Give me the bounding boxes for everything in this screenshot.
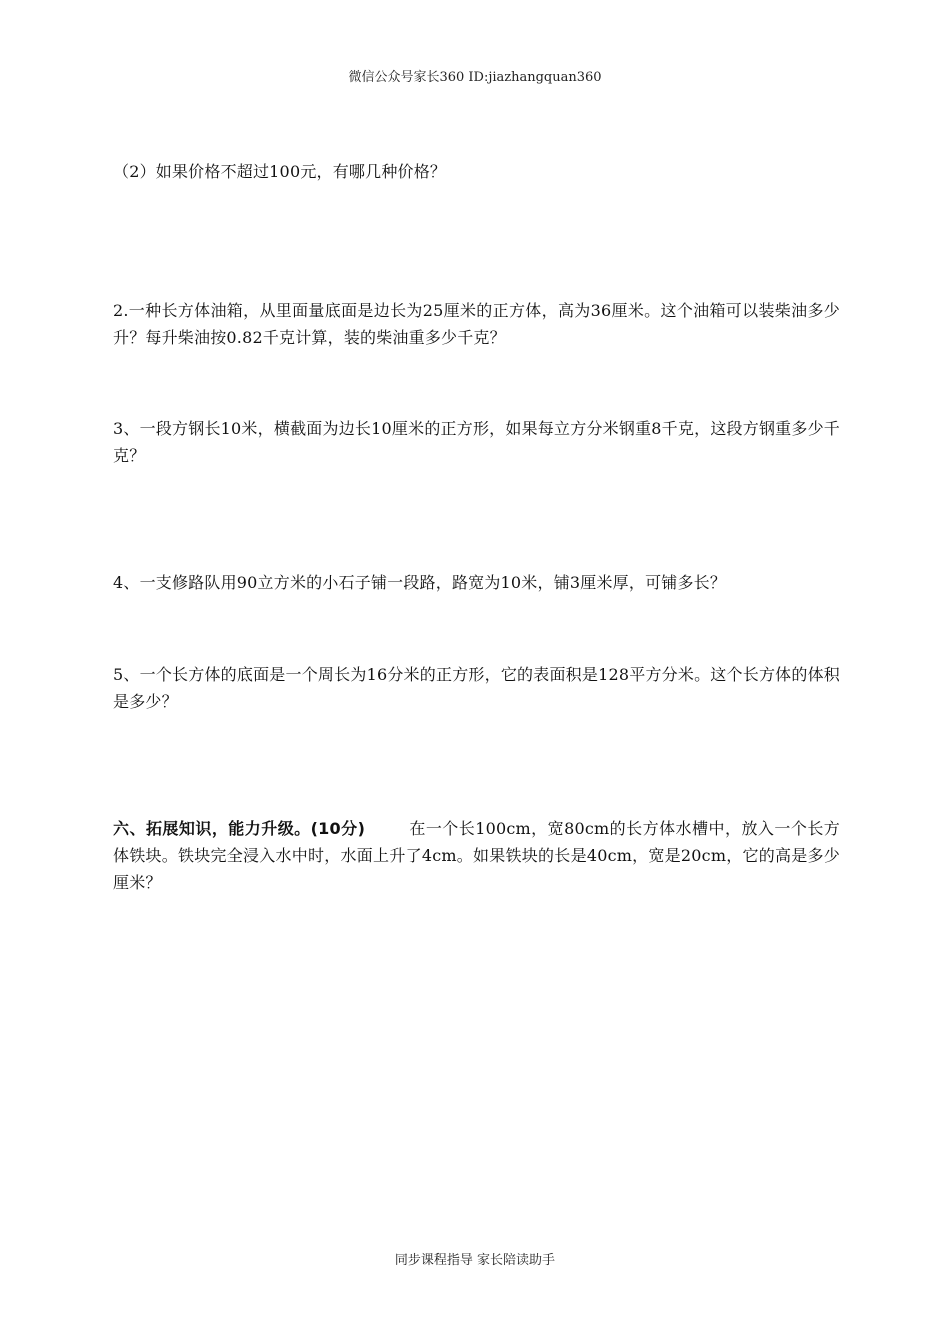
question-3: 3、一段方钢长10米，横截面为边长10厘米的正方形，如果每立方分米钢重8千克，这段方钢重多少千克？	[113, 419, 840, 465]
question-5: 5、一个长方体的底面是一个周长为16分米的正方形，它的表面积是128平方分米。这个长方体的体积是多少？	[113, 665, 840, 711]
question-4: 4、一支修路队用90立方米的小石子铺一段路，路宽为10米，铺3厘米厚，可铺多长？	[113, 573, 727, 592]
section-6-title: 六、拓展知识，能力升级。(10分)	[113, 819, 366, 838]
question-1-part-2: （2）如果价格不超过100元，有哪几种价格？	[113, 162, 447, 181]
page-footer: 同步课程指导 家长陪读助手	[394, 1253, 556, 1268]
question-2: 2.一种长方体油箱，从里面量底面是边长为25厘米的正方体，高为36厘米。这个油箱可以装柴油多少升？每升柴油按0.82千克计算，装的柴油重多少千克？	[113, 301, 840, 347]
section-6-text: 在一个长100cm，宽80cm的长方体水槽中，放入一个长方体铁块。铁块完全浸入水中时，水面上升了4cm。如果铁块的长是40cm，宽是20cm，它的高是多少厘米？	[113, 819, 840, 892]
section-6	[113, 815, 840, 896]
page-header: 微信公众号家长360 ID:jiazhangquan360	[348, 70, 602, 85]
